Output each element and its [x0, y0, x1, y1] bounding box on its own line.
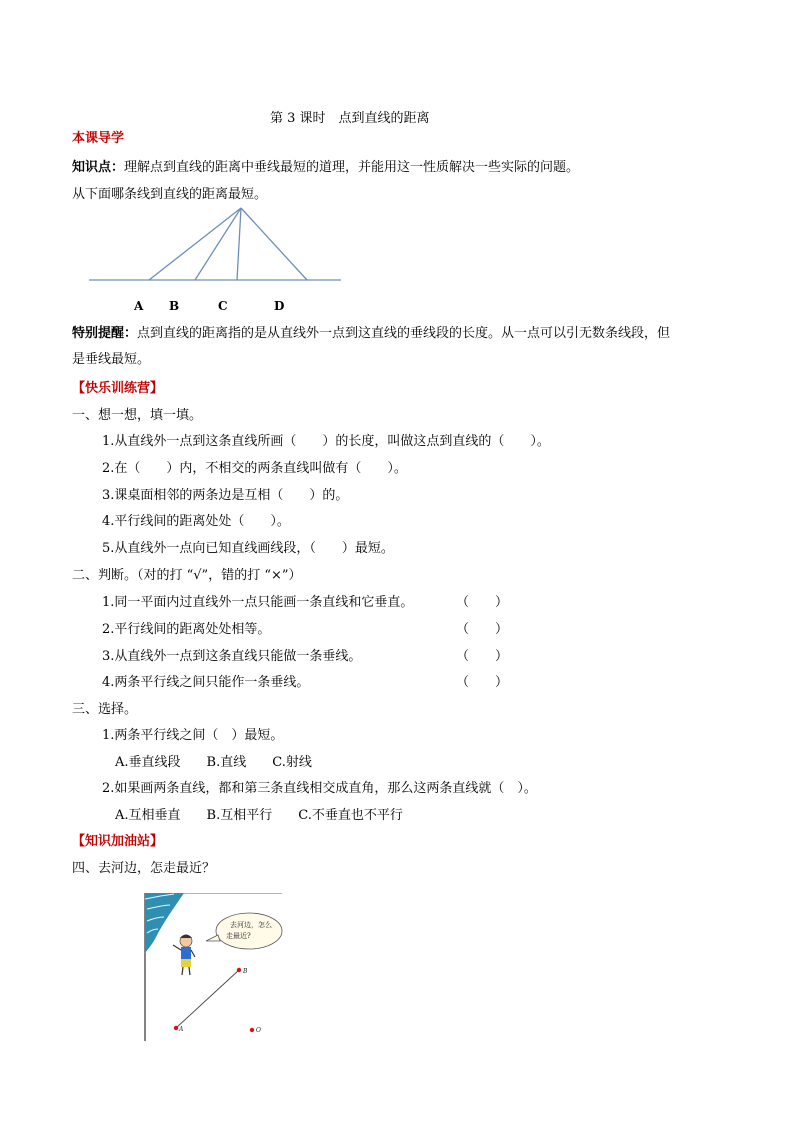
knowledge-point: [72, 159, 579, 177]
judge-paren[interactable]: （ ）: [456, 622, 509, 637]
judge-item: 3.从直线外一点到这条直线只能做一条垂线。: [102, 649, 362, 664]
choice-options-2: A.互相垂直 B.互相平行 C.不垂直也不平行: [115, 808, 403, 823]
section4-title: 四、去河边，怎走最近？: [72, 861, 216, 876]
fill-item: 5.从直线外一点向已知直线画线段，（ ）最短。: [102, 541, 394, 556]
judge-paren[interactable]: （ ）: [456, 595, 509, 610]
segment-b: [195, 208, 241, 280]
fill-item: 2.在（ ）内，不相交的两条直线叫做有（ ）。: [102, 461, 407, 476]
knowledge-text: 理解点到直线的距离中垂线最短的道理，并能用这一性质解决一些实际的问题。: [124, 160, 580, 175]
label-c: C: [218, 299, 228, 313]
section1-title: 一、想一想，填一填。: [72, 408, 203, 423]
label-b: B: [169, 299, 180, 313]
bubble-text-1: 去河边，怎么: [230, 921, 272, 929]
judge-item: 2.平行线间的距离处处相等。: [102, 622, 271, 637]
choice-options-1: A.垂直线段 B.直线 C.射线: [115, 755, 312, 770]
reminder-line1: [72, 325, 670, 343]
label-a: A: [134, 299, 144, 313]
choice-question-1: 1.两条平行线之间（ ）最短。: [102, 728, 284, 743]
river: [145, 893, 184, 953]
segment-ab: [176, 970, 239, 1028]
bubble-text-2: 走最近?: [226, 932, 251, 940]
point-b-label: B: [243, 968, 248, 975]
reminder-line2: 是垂线最短。: [72, 352, 151, 367]
point-a: [174, 1026, 178, 1030]
segment-d: [241, 208, 307, 280]
fill-item: 1.从直线外一点到这条直线所画（ ）的长度，叫做这点到直线的（ ）。: [102, 434, 550, 449]
fill-item: 4.平行线间的距离处处（ ）。: [102, 514, 290, 529]
segment-c: [237, 208, 241, 280]
point-b: [237, 968, 241, 972]
judge-item: 4.两条平行线之间只能作一条垂线。: [102, 675, 310, 690]
distance-figure: [85, 200, 350, 290]
judge-paren[interactable]: （ ）: [456, 649, 509, 664]
point-o: [250, 1028, 254, 1032]
point-o-label: O: [256, 1027, 261, 1034]
choice-question-2: 2.如果画两条直线，都和第三条直线相交成直角，那么这两条直线就（ ）。: [102, 781, 537, 796]
guide-heading: 本课导学: [72, 131, 125, 146]
camp-heading: 【快乐训练营】: [72, 381, 164, 396]
river-illustration: [144, 893, 284, 1043]
reminder-text1: 点到直线的距离指的是从直线外一点到这直线的垂线段的长度。从一点可以引无数条线段，但: [137, 326, 671, 341]
judge-item: 1.同一平面内过直线外一点只能画一条直线和它垂直。: [102, 595, 414, 610]
child-figure: [173, 935, 195, 976]
segment-a: [149, 208, 241, 280]
label-d: D: [274, 299, 285, 313]
boost-heading: 【知识加油站】: [72, 834, 164, 849]
section3-title: 三、选择。: [72, 702, 138, 717]
knowledge-label: 知识点：: [72, 160, 125, 175]
reminder-label: 特别提醒：: [72, 326, 138, 341]
speech-bubble: [216, 913, 282, 949]
fill-item: 3.课桌面相邻的两条边是互相（ ）的。: [102, 488, 349, 503]
point-a-label: A: [179, 1026, 184, 1033]
judge-paren[interactable]: （ ）: [456, 675, 509, 690]
section2-title: 二、判断。（对的打 “√”，错的打 “×”）: [72, 568, 302, 583]
question-intro: 从下面哪条线到直线的距离最短。: [72, 187, 268, 202]
